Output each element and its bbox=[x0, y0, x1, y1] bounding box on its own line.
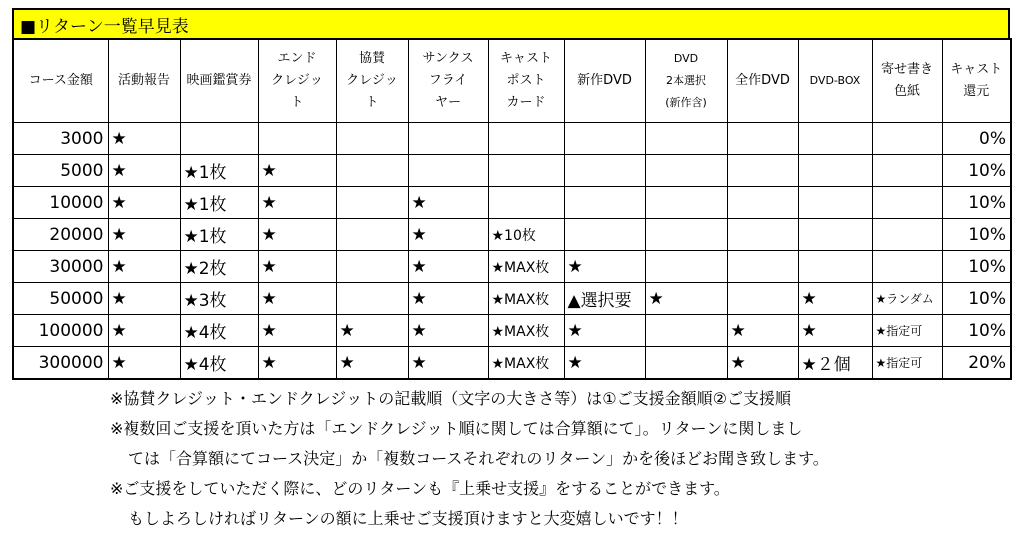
table-cell bbox=[645, 155, 727, 187]
table-cell bbox=[645, 187, 727, 219]
table-cell: ★1枚 bbox=[180, 155, 258, 187]
table-cell bbox=[180, 123, 258, 155]
table-cell bbox=[258, 123, 336, 155]
table-cell: ★ bbox=[727, 347, 798, 380]
table-cell: ▲選択要 bbox=[564, 283, 645, 315]
table-cell bbox=[798, 219, 872, 251]
table-cell: ★ bbox=[258, 251, 336, 283]
table-cell bbox=[727, 123, 798, 155]
column-header: エンド クレジッ ト bbox=[258, 39, 336, 123]
column-header: 協賛 クレジッ ト bbox=[336, 39, 408, 123]
course-amount-cell: 30000 bbox=[13, 251, 108, 283]
table-cell: ★2枚 bbox=[180, 251, 258, 283]
table-title: ■リターン一覧早見表 bbox=[12, 8, 1010, 38]
table-cell bbox=[872, 251, 942, 283]
table-cell bbox=[872, 187, 942, 219]
cast-return-cell: 10% bbox=[942, 251, 1011, 283]
table-body bbox=[13, 123, 1011, 380]
table-cell bbox=[408, 155, 488, 187]
table-row bbox=[13, 219, 1011, 251]
table-cell: ★ bbox=[108, 123, 180, 155]
table-cell bbox=[872, 123, 942, 155]
table-cell bbox=[727, 187, 798, 219]
table-cell bbox=[564, 123, 645, 155]
cast-return-cell: 10% bbox=[942, 315, 1011, 347]
course-amount-cell: 5000 bbox=[13, 155, 108, 187]
table-cell: ★MAX枚 bbox=[488, 251, 564, 283]
column-header: 活動報告 bbox=[108, 39, 180, 123]
table-cell: ★MAX枚 bbox=[488, 315, 564, 347]
table-cell: ★ bbox=[564, 251, 645, 283]
table-cell: ★ bbox=[408, 187, 488, 219]
table-cell: ★ bbox=[258, 219, 336, 251]
note-line: ※複数回ご支援を頂いた方は「エンドクレジット順に関しては合算額にて」。リターンに関しまし bbox=[110, 419, 803, 438]
table-cell: ★ bbox=[408, 315, 488, 347]
table-cell: ★1枚 bbox=[180, 219, 258, 251]
column-header: コース金額 bbox=[13, 39, 108, 123]
table-cell bbox=[336, 283, 408, 315]
table-cell: ★4枚 bbox=[180, 315, 258, 347]
table-cell: ★ bbox=[108, 251, 180, 283]
course-amount-cell: 10000 bbox=[13, 187, 108, 219]
table-cell bbox=[645, 123, 727, 155]
column-header: 映画鑑賞券 bbox=[180, 39, 258, 123]
table-cell: ★10枚 bbox=[488, 219, 564, 251]
table-cell: ★指定可 bbox=[872, 347, 942, 380]
table-cell bbox=[564, 219, 645, 251]
table-cell: ★ bbox=[108, 155, 180, 187]
return-table bbox=[12, 38, 1012, 380]
table-cell: ★ bbox=[258, 187, 336, 219]
table-cell: ★ bbox=[798, 315, 872, 347]
cast-return-cell: 0% bbox=[942, 123, 1011, 155]
table-cell: ★ bbox=[258, 155, 336, 187]
table-cell: ★ bbox=[408, 347, 488, 380]
table-row bbox=[13, 251, 1011, 283]
column-header: 新作DVD bbox=[564, 39, 645, 123]
notes bbox=[12, 384, 1010, 534]
course-amount-cell: 300000 bbox=[13, 347, 108, 380]
table-cell bbox=[488, 123, 564, 155]
note-line: もしよろしければリターンの額に上乗せご支援頂けますと大変嬉しいです！！ bbox=[128, 509, 688, 528]
column-header: 寄せ書き 色紙 bbox=[872, 39, 942, 123]
note-line: ては「合算額にてコース決定」か「複数コースそれぞれのリターン」かを後ほどお聞き致します。 bbox=[128, 449, 829, 468]
table-cell: ★MAX枚 bbox=[488, 283, 564, 315]
table-cell bbox=[488, 155, 564, 187]
table-cell bbox=[872, 155, 942, 187]
table-cell bbox=[727, 155, 798, 187]
table-cell: ★ bbox=[258, 347, 336, 380]
table-row bbox=[13, 347, 1011, 380]
table-cell bbox=[488, 187, 564, 219]
table-cell bbox=[336, 123, 408, 155]
table-cell: ★ bbox=[108, 187, 180, 219]
table-cell bbox=[727, 283, 798, 315]
table-cell bbox=[798, 187, 872, 219]
column-header: キャスト 還元 bbox=[942, 39, 1011, 123]
table-cell: ★ bbox=[108, 219, 180, 251]
cast-return-cell: 10% bbox=[942, 155, 1011, 187]
table-cell: ★ bbox=[798, 283, 872, 315]
table-cell bbox=[564, 155, 645, 187]
table-cell: ★ bbox=[408, 283, 488, 315]
table-cell: ★指定可 bbox=[872, 315, 942, 347]
table-cell bbox=[645, 251, 727, 283]
cast-return-cell: 10% bbox=[942, 283, 1011, 315]
course-amount-cell: 20000 bbox=[13, 219, 108, 251]
table-cell bbox=[798, 251, 872, 283]
table-cell bbox=[798, 123, 872, 155]
table-cell bbox=[336, 219, 408, 251]
table-cell: ★4枚 bbox=[180, 347, 258, 380]
column-header: DVD-BOX bbox=[798, 39, 872, 123]
table-cell: ★ bbox=[258, 315, 336, 347]
table-cell bbox=[645, 219, 727, 251]
table-cell bbox=[336, 251, 408, 283]
note-line: ※協賛クレジット・エンドクレジットの記載順（文字の大きさ等）は①ご支援金額順②ご支援順 bbox=[110, 389, 791, 408]
table-cell: ★ bbox=[108, 347, 180, 380]
table-cell: ★ bbox=[408, 219, 488, 251]
table-cell: ★ bbox=[336, 315, 408, 347]
table-cell bbox=[336, 155, 408, 187]
table-cell: ★ bbox=[108, 283, 180, 315]
table-cell bbox=[727, 219, 798, 251]
return-table-sheet bbox=[12, 8, 1010, 534]
table-cell: ★1枚 bbox=[180, 187, 258, 219]
column-header: キャスト ポスト カード bbox=[488, 39, 564, 123]
table-cell: ★ bbox=[564, 347, 645, 380]
table-cell: ★ bbox=[564, 315, 645, 347]
table-cell: ★ bbox=[727, 315, 798, 347]
table-row bbox=[13, 187, 1011, 219]
table-cell: ★ bbox=[336, 347, 408, 380]
table-cell: ★MAX枚 bbox=[488, 347, 564, 380]
table-cell: ★3枚 bbox=[180, 283, 258, 315]
course-amount-cell: 3000 bbox=[13, 123, 108, 155]
course-amount-cell: 50000 bbox=[13, 283, 108, 315]
table-row bbox=[13, 315, 1011, 347]
table-cell bbox=[727, 251, 798, 283]
table-cell bbox=[872, 219, 942, 251]
table-cell bbox=[645, 315, 727, 347]
table-cell: ★ bbox=[645, 283, 727, 315]
table-cell: ★ bbox=[408, 251, 488, 283]
cast-return-cell: 20% bbox=[942, 347, 1011, 380]
table-cell: ★ bbox=[258, 283, 336, 315]
table-cell: ★ランダム bbox=[872, 283, 942, 315]
table-cell: ★ bbox=[108, 315, 180, 347]
table-cell bbox=[645, 347, 727, 380]
table-cell bbox=[564, 187, 645, 219]
column-header: サンクス フライ ヤー bbox=[408, 39, 488, 123]
course-amount-cell: 100000 bbox=[13, 315, 108, 347]
cast-return-cell: 10% bbox=[942, 187, 1011, 219]
cast-return-cell: 10% bbox=[942, 219, 1011, 251]
note-line: ※ご支援をしていただく際に、どのリターンも『上乗せ支援』をすることができます。 bbox=[110, 479, 730, 498]
table-cell bbox=[408, 123, 488, 155]
table-row bbox=[13, 155, 1011, 187]
table-cell bbox=[336, 187, 408, 219]
column-header: 全作DVD bbox=[727, 39, 798, 123]
header-row bbox=[13, 39, 1011, 123]
table-row bbox=[13, 283, 1011, 315]
table-row bbox=[13, 123, 1011, 155]
column-header: DVD 2本選択 (新作含) bbox=[645, 39, 727, 123]
table-cell bbox=[798, 155, 872, 187]
table-cell: ★２個 bbox=[798, 347, 872, 380]
